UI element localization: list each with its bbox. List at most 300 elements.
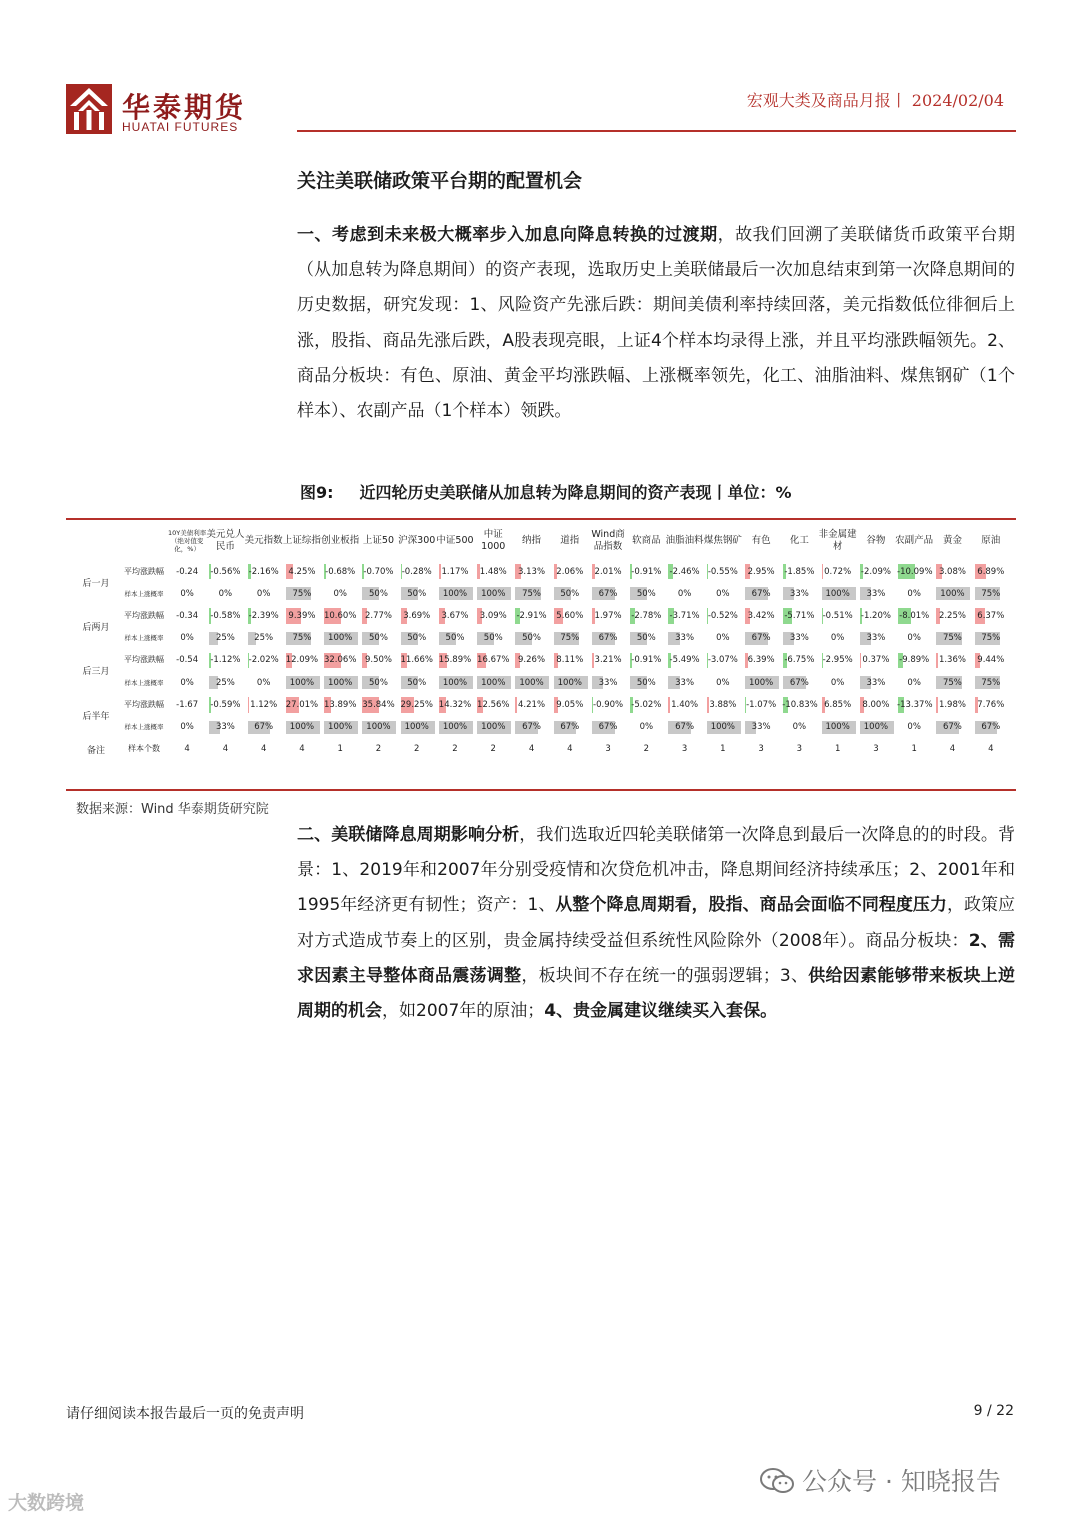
average-cell (933, 649, 971, 672)
probability-value: 0% (256, 588, 271, 599)
probability-cell (895, 717, 933, 738)
probability-cell (168, 628, 206, 649)
average-cell (627, 604, 665, 627)
average-cell (321, 693, 359, 716)
average-cell (168, 604, 206, 627)
average-cell (972, 649, 1010, 672)
huatai-logo-icon (66, 84, 112, 134)
probability-cell (589, 717, 627, 738)
average-value: 1.40% (671, 699, 699, 710)
average-value: -0.56% (210, 566, 241, 577)
average-value: 8.11% (556, 655, 584, 666)
data-bar (592, 653, 594, 668)
average-value: 29.25% (400, 699, 433, 710)
sample-count-cell: 2 (490, 744, 496, 755)
metric-label: 样本上涨概率 (124, 723, 164, 732)
data-bar (248, 697, 250, 712)
average-value: 35.84% (362, 699, 395, 710)
probability-value: 50% (636, 633, 656, 644)
average-value: 13.89% (323, 699, 357, 710)
column-header: 上证50 (362, 535, 394, 546)
metric-label: 样本上涨概率 (124, 678, 164, 687)
probability-value: 100% (481, 677, 506, 688)
probability-value: 67% (522, 722, 541, 733)
probability-value: 100% (289, 722, 315, 733)
sample-count-cell: 2 (414, 744, 420, 755)
probability-value: 75% (942, 677, 962, 688)
wechat-icon (760, 1468, 794, 1494)
probability-value: 50% (522, 633, 541, 644)
probability-cell (780, 672, 818, 693)
probability-value: 0% (716, 588, 730, 599)
average-cell (245, 604, 283, 627)
average-value: -10.83% (782, 699, 818, 710)
average-value: 3.42% (747, 611, 775, 622)
average-cell (819, 649, 857, 672)
probability-cell (857, 672, 895, 693)
average-value: 27.01% (285, 699, 319, 710)
average-cell (589, 604, 627, 627)
average-value: -3.07% (707, 655, 738, 666)
period-label: 后半年 (82, 711, 110, 722)
probability-value: 0% (830, 677, 845, 688)
probability-cell (819, 717, 857, 738)
probability-cell (819, 672, 857, 693)
probability-cell (321, 583, 359, 604)
average-value: 5.60% (556, 611, 584, 622)
average-value: 6.39% (747, 655, 775, 666)
probability-value: 67% (598, 588, 618, 599)
table-header-corner (120, 522, 168, 560)
average-value: -3.71% (669, 611, 700, 622)
average-value: 4.21% (518, 699, 546, 710)
probability-value: 100% (481, 588, 506, 599)
average-cell (665, 560, 703, 583)
probability-cell (551, 672, 589, 693)
average-cell (321, 604, 359, 627)
figure-number: 图9: (300, 483, 334, 502)
average-value: 32.06% (323, 655, 357, 666)
probability-value: 33% (598, 677, 618, 688)
sample-count-cell: 1 (911, 744, 917, 755)
average-cell (589, 693, 627, 716)
probability-value: 67% (942, 722, 962, 733)
probability-cell (819, 628, 857, 649)
probability-cell (857, 717, 895, 738)
column-header: 油脂油料 (665, 535, 704, 546)
paragraph-1-lead: 一、考虑到未来极大概率步入加息向降息转换的过渡期 (297, 225, 718, 245)
sample-count-cell: 3 (796, 744, 803, 755)
column-header: 创业板指 (321, 535, 360, 546)
average-cell (168, 560, 206, 583)
probability-cell (283, 628, 321, 649)
sample-count-cell: 4 (949, 744, 956, 755)
probability-cell (398, 628, 436, 649)
metric-label: 平均涨跌幅 (124, 655, 164, 665)
sample-count-cell: 3 (681, 744, 688, 755)
column-header: 化工 (789, 535, 809, 546)
average-value: 9.26% (518, 655, 546, 666)
probability-value: 0% (639, 722, 654, 733)
probability-cell (283, 717, 321, 738)
probability-value: 33% (789, 588, 809, 599)
table-row-average (72, 649, 1010, 672)
probability-value: 67% (751, 588, 771, 599)
probability-cell (780, 583, 818, 604)
average-value: -2.39% (248, 611, 279, 622)
probability-cell (972, 628, 1010, 649)
probability-value: 67% (789, 677, 809, 688)
probability-value: 50% (407, 677, 427, 688)
probability-cell (627, 583, 665, 604)
sample-count-cell: 1 (337, 744, 343, 755)
average-value: -0.24 (176, 566, 199, 577)
column-header: 非金属建材 (818, 529, 857, 552)
table-row-probability (72, 583, 1010, 604)
sample-count-cell: 1 (720, 744, 726, 755)
average-value: 3.67% (441, 611, 469, 622)
average-value: 11.66% (400, 655, 433, 666)
paragraph-2-text: ，如2007年的原油； (382, 1001, 545, 1022)
average-cell (933, 693, 971, 716)
average-value: -0.34 (176, 611, 199, 622)
average-cell (474, 649, 512, 672)
average-cell (857, 693, 895, 716)
average-value: -0.58% (210, 611, 241, 622)
average-value: 12.56% (477, 699, 510, 710)
probability-value: 25% (215, 677, 235, 688)
disclaimer-note: 请仔细阅读本报告最后一页的免责声明 (66, 1406, 304, 1422)
average-cell (704, 560, 742, 583)
notes-label: 备注 (86, 745, 105, 756)
paragraph-2-text: ，板块间不存在统一的强弱逻辑；3、 (521, 965, 809, 986)
average-cell (704, 649, 742, 672)
average-cell (512, 693, 550, 716)
probability-cell (895, 583, 933, 604)
probability-cell (551, 628, 589, 649)
probability-cell (168, 672, 206, 693)
average-value: 1.98% (938, 699, 966, 710)
average-cell (627, 649, 665, 672)
column-header: 黄金 (942, 535, 962, 546)
average-value: 9.05% (556, 699, 584, 710)
average-cell (780, 560, 818, 583)
average-value: 16.67% (477, 655, 510, 666)
probability-cell (780, 717, 818, 738)
average-cell (283, 693, 321, 716)
table-row-probability (72, 672, 1010, 693)
average-cell (933, 604, 971, 627)
average-cell (474, 604, 512, 627)
probability-cell (245, 628, 283, 649)
average-value: 4.25% (288, 566, 316, 577)
probability-value: 67% (598, 722, 618, 733)
probability-value: 0% (256, 677, 271, 688)
probability-cell (933, 672, 971, 693)
paragraph-1-body: ，故我们回溯了美联储货币政策平台期（从加息转为降息期间）的资产表现，选取历史上美联储最后一次加息结束到第一次降息期间的历史数据，研究发现：1、风险资产先涨后跌：期间美债利率持续回落，美元指数低位徘徊后上涨，股指、商品先涨后跌，A股表现亮眼，上证4个样本均录得上涨，并且平均涨跌幅领先。2、商品分板块：有色、原油、黄金平均涨跌幅、上涨概率领先，化工、油脂油料、煤焦钢矿（1个样本）、农副产品（1个样本）领跌。 (297, 225, 1016, 422)
metric-label: 样本上涨概率 (124, 589, 164, 598)
probability-cell (474, 628, 512, 649)
average-cell (359, 604, 397, 627)
average-cell (512, 560, 550, 583)
probability-value: 100% (481, 722, 506, 733)
table-header-row (72, 522, 1010, 560)
average-cell (895, 560, 933, 583)
average-cell (895, 604, 933, 627)
average-value: 1.17% (441, 566, 469, 577)
average-value: -0.90% (593, 699, 624, 710)
probability-value: 0% (907, 588, 921, 599)
probability-cell (206, 717, 244, 738)
paragraph-2 (297, 818, 1015, 1029)
average-value: -0.52% (707, 611, 738, 622)
average-cell (972, 604, 1010, 627)
average-cell (780, 693, 818, 716)
table-row-average (72, 693, 1010, 716)
probability-value: 50% (407, 588, 427, 599)
average-value: -5.49% (669, 655, 700, 666)
probability-value: 100% (557, 677, 582, 688)
probability-cell (933, 717, 971, 738)
average-cell (206, 649, 244, 672)
probability-cell (589, 628, 627, 649)
average-cell (551, 560, 589, 583)
average-value: -1.12% (210, 655, 241, 666)
probability-cell (780, 628, 818, 649)
average-cell (359, 693, 397, 716)
average-value: -0.54 (176, 655, 199, 666)
average-cell (742, 649, 780, 672)
table-header-corner (72, 522, 120, 560)
average-value: 6.89% (977, 566, 1005, 577)
probability-value: 100% (748, 677, 774, 688)
average-value: 3.69% (403, 611, 431, 622)
probability-cell (359, 672, 397, 693)
probability-value: 0% (830, 633, 845, 644)
average-cell (742, 693, 780, 716)
probability-cell (436, 628, 474, 649)
paragraph-2-text: ，政策应对方式造成节奏上的区别，贵金属持续受益但系统性风险除外（2008年）。商品分板块： (297, 895, 1016, 951)
average-cell (283, 649, 321, 672)
probability-value: 0% (333, 588, 347, 599)
average-value: -2.02% (248, 655, 279, 666)
probability-value: 75% (292, 588, 312, 599)
probability-value: 33% (675, 633, 695, 644)
probability-cell (627, 628, 665, 649)
average-value: -10.09% (897, 566, 933, 577)
corner-watermark: 大数跨境 (8, 1492, 85, 1514)
probability-value: 0% (907, 722, 921, 733)
average-cell (436, 649, 474, 672)
average-value: -0.28% (401, 566, 432, 577)
table-row-average (72, 560, 1010, 583)
probability-value: 33% (866, 588, 886, 599)
average-value: -1.67 (176, 699, 199, 710)
figure-bottom-rule (66, 789, 1016, 791)
average-value: -2.09% (860, 566, 891, 577)
probability-value: 67% (598, 633, 618, 644)
average-value: 3.21% (594, 655, 622, 666)
probability-cell (512, 717, 550, 738)
column-header: 道指 (560, 535, 580, 546)
probability-cell (321, 628, 359, 649)
probability-cell (321, 717, 359, 738)
average-value: 2.95% (747, 566, 775, 577)
average-cell (895, 649, 933, 672)
average-cell (665, 649, 703, 672)
probability-value: 50% (636, 588, 656, 599)
average-cell (857, 604, 895, 627)
column-header: 软商品 (632, 535, 661, 546)
average-value: 9.39% (288, 611, 316, 622)
probability-value: 33% (215, 722, 235, 733)
average-cell (168, 649, 206, 672)
average-value: -9.89% (899, 655, 930, 666)
average-value: 1.97% (594, 611, 622, 622)
paragraph-2-emphasis: 二、美联储降息周期影响分析 (297, 825, 520, 845)
data-bar (936, 653, 938, 668)
sample-count-cell: 4 (988, 744, 994, 755)
average-value: 3.09% (479, 611, 507, 622)
probability-cell (245, 717, 283, 738)
probability-cell (857, 628, 895, 649)
average-cell (627, 693, 665, 716)
average-cell (436, 693, 474, 716)
probability-cell (933, 583, 971, 604)
sample-count-cell: 4 (567, 744, 573, 755)
probability-cell (512, 672, 550, 693)
average-value: 15.89% (438, 655, 472, 666)
probability-value: 75% (981, 588, 1001, 599)
probability-value: 67% (560, 722, 580, 733)
sample-count-cell: 2 (375, 744, 382, 755)
average-cell (780, 604, 818, 627)
average-value: -0.68% (325, 566, 356, 577)
probability-value: 0% (716, 633, 730, 644)
paragraph-1 (297, 218, 1015, 429)
metric-label: 平均涨跌幅 (124, 566, 164, 576)
probability-cell (972, 583, 1010, 604)
probability-cell (321, 672, 359, 693)
figure-title: 近四轮历史美联储从加息转为降息期间的资产表现丨单位：% (359, 483, 792, 502)
data-bar (668, 697, 670, 712)
average-value: -0.91% (631, 655, 662, 666)
probability-value: 0% (180, 633, 194, 644)
probability-value: 100% (442, 677, 468, 688)
probability-cell (245, 583, 283, 604)
average-value: -8.01% (899, 611, 930, 622)
average-value: 7.76% (977, 699, 1005, 710)
probability-cell (704, 583, 742, 604)
table-row-probability (72, 717, 1010, 738)
average-value: 9.44% (977, 655, 1005, 666)
logo-text-en: HUATAI FUTURES (122, 120, 239, 134)
average-value: 14.32% (438, 699, 472, 710)
probability-value: 50% (560, 588, 580, 599)
sample-count-cell: 3 (758, 744, 764, 755)
column-header: 中证500 (436, 535, 474, 546)
probability-cell (551, 583, 589, 604)
probability-cell (742, 628, 780, 649)
probability-value: 100% (404, 722, 429, 733)
average-cell (972, 693, 1010, 716)
average-cell (512, 649, 550, 672)
average-cell (819, 693, 857, 716)
average-cell (206, 560, 244, 583)
average-cell (857, 560, 895, 583)
table-row-probability (72, 628, 1010, 649)
sample-count-cell: 1 (834, 744, 841, 755)
average-value: 1.12% (250, 699, 278, 710)
average-value: -5.71% (784, 611, 815, 622)
sample-count-cell: 4 (222, 744, 229, 755)
average-value: 2.06% (556, 566, 584, 577)
probability-value: 0% (180, 588, 194, 599)
wechat-watermark (760, 1462, 1001, 1498)
data-bar (822, 564, 824, 579)
probability-cell (168, 717, 206, 738)
header-divider (297, 130, 1016, 132)
probability-cell (398, 717, 436, 738)
sample-count-cell: 2 (452, 744, 458, 755)
probability-value: 100% (328, 633, 353, 644)
average-cell (321, 649, 359, 672)
average-cell (321, 560, 359, 583)
average-cell (589, 560, 627, 583)
probability-cell (436, 672, 474, 693)
sample-count-cell: 2 (643, 744, 650, 755)
sample-count-cell: 3 (605, 744, 611, 755)
probability-cell (283, 583, 321, 604)
average-value: 8.00% (862, 699, 890, 710)
average-cell (627, 560, 665, 583)
average-cell (398, 560, 436, 583)
probability-value: 100% (442, 588, 468, 599)
probability-value: 50% (407, 633, 427, 644)
probability-value: 100% (710, 722, 735, 733)
probability-cell (819, 583, 857, 604)
probability-cell (704, 672, 742, 693)
average-value: 12.09% (285, 655, 319, 666)
probability-cell (474, 583, 512, 604)
figure-top-rule (66, 518, 1016, 520)
average-cell (245, 560, 283, 583)
column-header: 有色 (751, 535, 771, 546)
logo-text-cn: 华泰期货 (122, 91, 247, 124)
average-value: 0.72% (824, 566, 852, 577)
average-value: -6.75% (784, 655, 815, 666)
probability-value: 0% (180, 722, 194, 733)
average-value: 3.08% (938, 566, 966, 577)
probability-value: 0% (180, 677, 194, 688)
column-header: 美元兑人民币 (206, 529, 245, 552)
probability-value: 100% (863, 722, 889, 733)
average-cell (245, 649, 283, 672)
probability-value: 100% (825, 722, 850, 733)
average-value: 1.48% (479, 566, 507, 577)
column-header: 纳指 (522, 535, 542, 546)
average-cell (398, 604, 436, 627)
probability-cell (359, 583, 397, 604)
probability-value: 0% (792, 722, 807, 733)
probability-cell (206, 672, 244, 693)
probability-value: 50% (445, 633, 465, 644)
probability-cell (704, 628, 742, 649)
probability-cell (512, 583, 550, 604)
metric-label: 平均涨跌幅 (124, 699, 164, 709)
average-value: -2.16% (248, 566, 279, 577)
probability-value: 100% (940, 588, 965, 599)
